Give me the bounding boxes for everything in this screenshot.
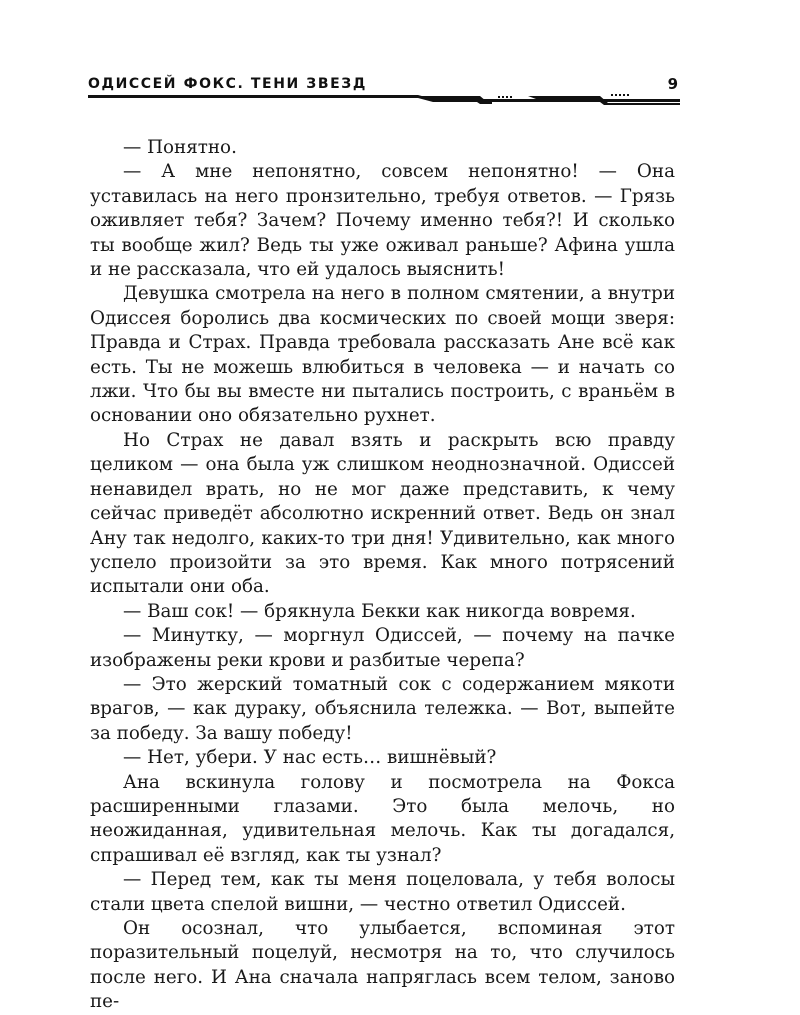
- running-header: [88, 76, 680, 106]
- running-title: ОДИССЕЙ ФОКС. ТЕНИ ЗВЕЗД: [88, 76, 367, 92]
- header-decorative-rule: [88, 92, 680, 106]
- paragraph: Он осознал, что улыбается, вспоминая этот поразительный поцелуй, несмотря на то, что случилось после него. И Ана сначала напряглась всем телом, заново пе-: [90, 918, 675, 1013]
- page-body-text: [90, 136, 675, 1015]
- paragraph: — А мне непонятно, совсем непонятно! — Она уставилась на него пронзительно, требуя ответов. — Грязь оживляет тебя? Зачем? Почему именно тебя?! И сколько ты вообще жил? Ведь ты уже оживал раньше? Афина ушла и не рассказала, что ей удалось выяснить!: [90, 161, 675, 281]
- paragraph: — Это жерский томатный сок с содержанием мякоти врагов, — как дураку, объяснила тележка. — Вот, выпейте за победу. За вашу победу!: [90, 673, 675, 744]
- paragraph: — Понятно.: [123, 137, 237, 158]
- paragraph: — Ваш сок! — брякнула Бекки как никогда вовремя.: [123, 600, 636, 622]
- paragraph: — Минутку, — моргнул Одиссей, — почему на пачке изображены реки крови и разбитые черепа?: [90, 625, 675, 671]
- page-number: 9: [667, 75, 678, 93]
- paragraph: — Перед тем, как ты меня поцеловала, у тебя волосы стали цвета спелой вишни, — честно ответил Одиссей.: [90, 869, 675, 915]
- paragraph: Но Страх не давал взять и раскрыть всю правду целиком — она была уж слишком неоднозначной. Одиссей ненавидел врать, но не мог даже представить, к чему сейчас приведёт абсолютно искренний ответ. Ведь он знал Ану так недолго, каких-то три дня! Удивительно, как много успело произойти за это время. Как много потрясений испытали они оба.: [90, 429, 675, 598]
- paragraph: Девушка смотрела на него в полном смятении, а внутри Одиссея боролись два космических по своей мощи зверя: Правда и Страх. Правда требовала рассказать Ане всё как есть. Ты не можешь влюбиться в человека — и начать со лжи. Что бы вы вместе ни пытались построить, с враньём в основании оно обязательно рухнет.: [90, 283, 675, 427]
- paragraph: — Нет, убери. У нас есть… вишнёвый?: [123, 747, 497, 769]
- paragraph: Ана вскинула голову и посмотрела на Фокса расширенными глазами. Это была мелочь, но неожиданная, удивительная мелочь. Как ты догадался, спрашивал её взгляд, как ты узнал?: [90, 771, 675, 866]
